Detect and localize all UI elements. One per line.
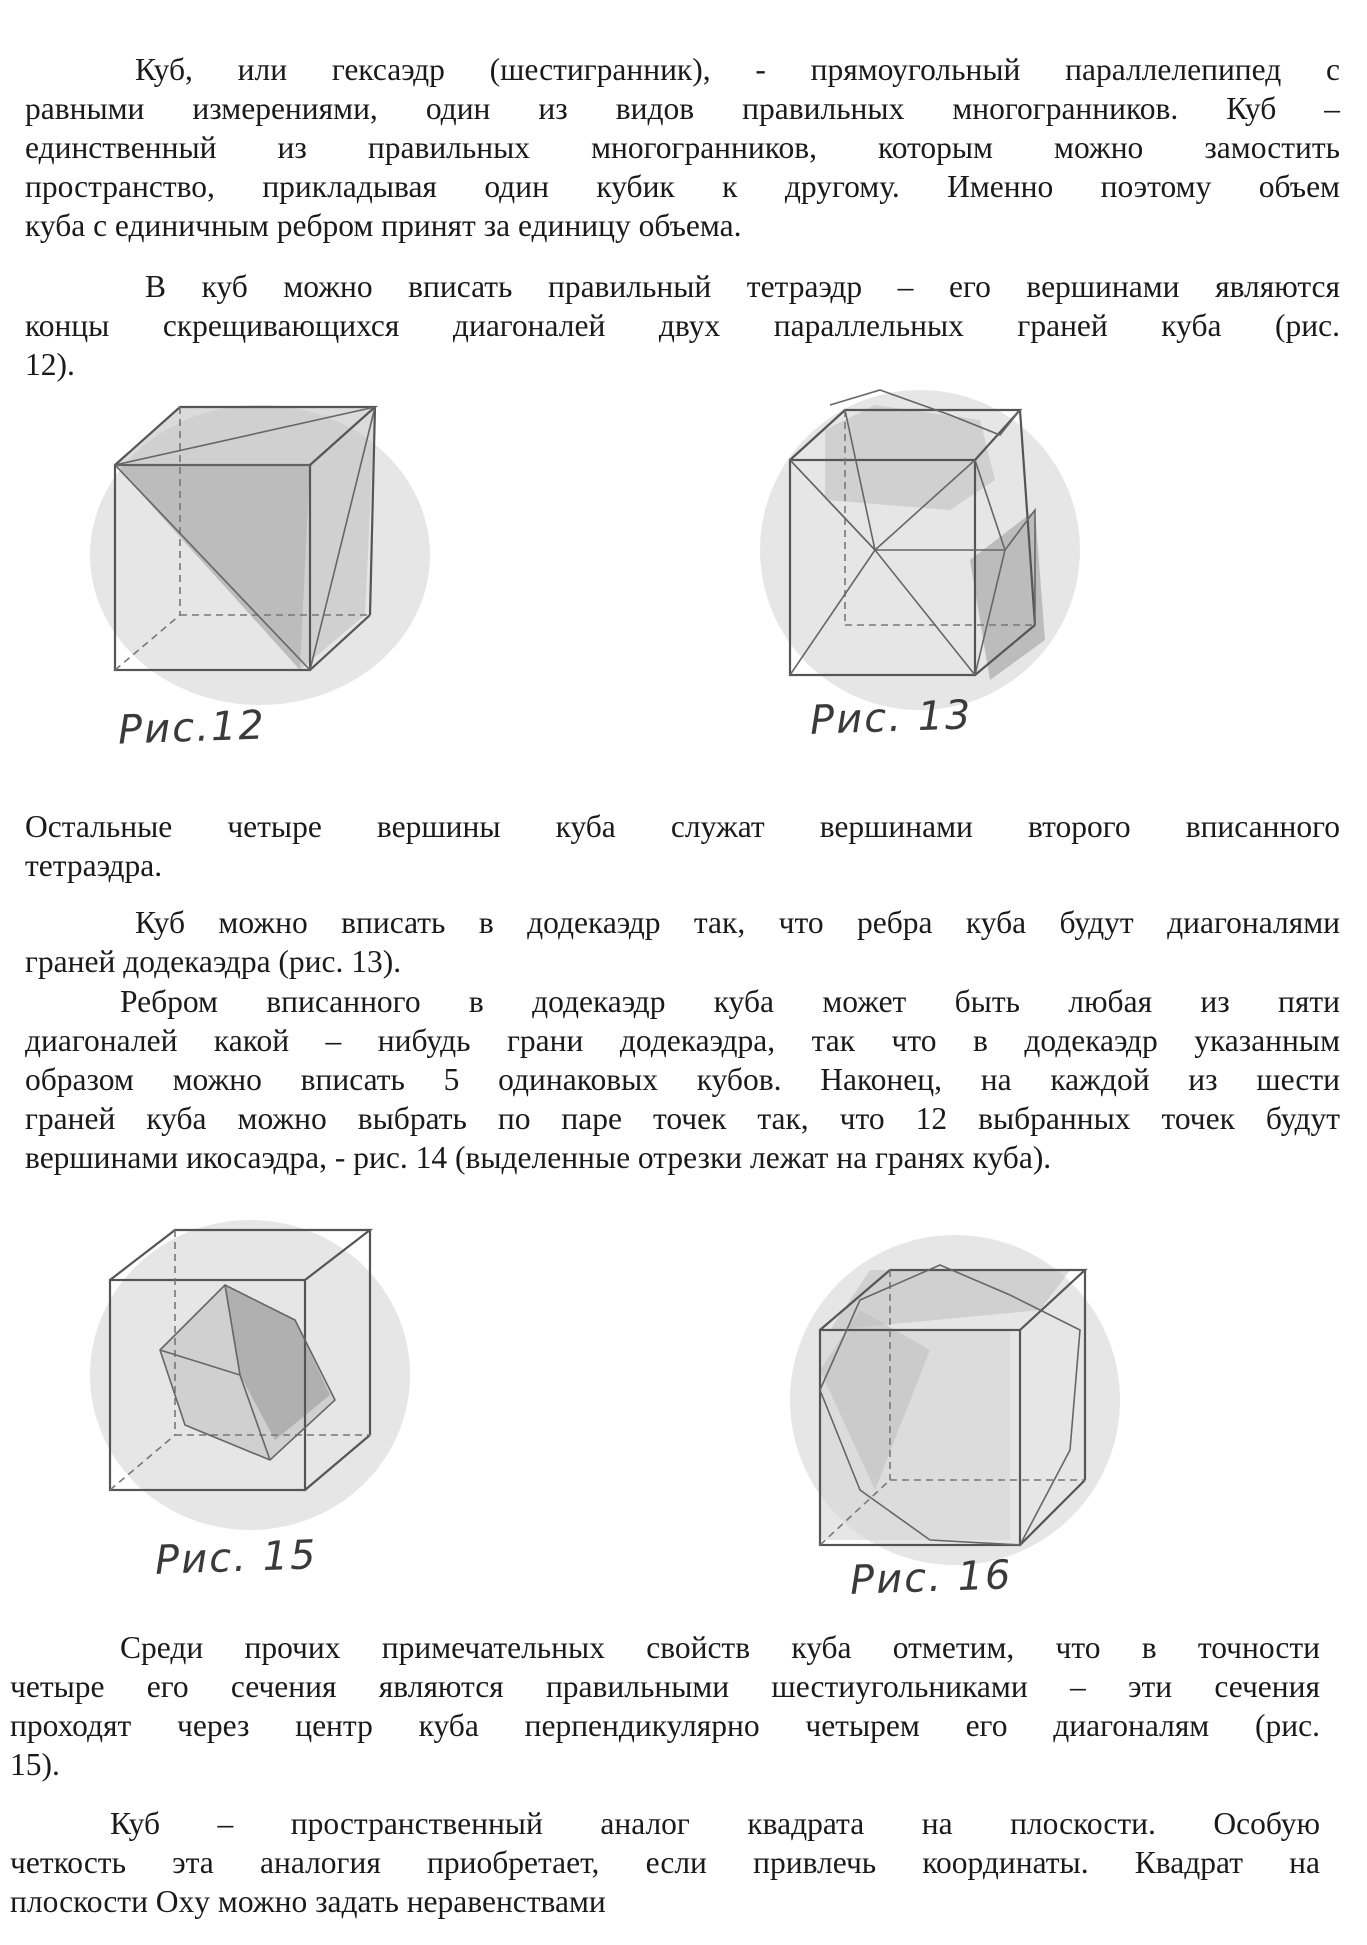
text-line: вершинами икосаэдра, - рис. 14 (выделенные отрезки лежат на гранях куба). xyxy=(25,1140,1052,1175)
text-line: пространство, прикладывая один кубик к другому. Именно поэтому объем xyxy=(25,169,1340,204)
cube-icosahedron-drawing xyxy=(800,1240,1110,1560)
figure-13-caption: Рис. 13 xyxy=(809,692,974,744)
text-line: 15). xyxy=(10,1747,60,1782)
figure-13-drawing xyxy=(770,400,1070,700)
text-line: Остальные четыре вершины куба служат вершинами второго вписанного xyxy=(25,809,1340,844)
text-line: куба с единичным ребром принят за единицу объема. xyxy=(25,208,742,243)
paragraph-tetrahedron xyxy=(25,267,1340,384)
text-line: тетраэдра. xyxy=(25,848,163,883)
cube-tetrahedron-drawing xyxy=(95,395,425,705)
paragraph-five-cubes xyxy=(25,982,1340,1177)
text-line: равными измерениями, один из видов правильных многогранников. Куб – xyxy=(25,91,1340,126)
text-line: концы скрещивающихся диагоналей двух параллельных граней куба (рис. xyxy=(25,308,1340,343)
text-line: 12). xyxy=(25,347,75,382)
text-line: четыре его сечения являются правильными шестиугольниками – эти сечения xyxy=(10,1669,1320,1704)
figure-15-drawing xyxy=(100,1225,400,1525)
text-line: В куб можно вписать правильный тетраэдр – его вершинами являются xyxy=(145,269,1340,304)
figure-16-caption: Рис. 16 xyxy=(849,1552,1014,1604)
text-line: граней куба можно выбрать по паре точек так, что 12 выбранных точек будут xyxy=(25,1101,1340,1136)
paragraph-dodecahedron xyxy=(25,903,1340,981)
figure-12-caption: Рис.12 xyxy=(117,702,267,754)
cube-hexagon-section-drawing xyxy=(100,1225,400,1525)
text-line: Куб можно вписать в додекаэдр так, что ребра куба будут диагоналями xyxy=(135,905,1340,940)
text-line: диагоналей какой – нибудь грани додекаэдра, так что в додекаэдр указанным xyxy=(25,1023,1340,1058)
text-line: образом можно вписать 5 одинаковых кубов. Наконец, на каждой из шести xyxy=(25,1062,1340,1097)
paragraph-cube-definition xyxy=(25,50,1340,245)
figure-15-caption: Рис. 15 xyxy=(154,1532,319,1584)
text-line: четкость эта аналогия приобретает, если привлечь координаты. Квадрат на xyxy=(10,1845,1320,1880)
text-line: граней додекаэдра (рис. 13). xyxy=(25,944,402,979)
text-line: Куб, или гексаэдр (шестигранник), - прямоугольный параллелепипед с xyxy=(135,52,1340,87)
text-line: единственный из правильных многогранников, которым можно замостить xyxy=(25,130,1340,165)
text-line: проходят через центр куба перпендикулярно четырем его диагоналям (рис. xyxy=(10,1708,1320,1743)
text-line: плоскости Oxy можно задать неравенствами xyxy=(10,1884,606,1919)
figure-12-drawing xyxy=(95,395,425,705)
paragraph-hexagonal-sections xyxy=(10,1628,1320,1784)
text-line: Ребром вписанного в додекаэдр куба может быть любая из пяти xyxy=(120,984,1340,1019)
paragraph-square-analogy xyxy=(10,1804,1320,1921)
text-line: Куб – пространственный аналог квадрата на плоскости. Особую xyxy=(110,1806,1320,1841)
dodecahedron-cube-drawing xyxy=(770,400,1070,700)
paragraph-second-tetrahedron xyxy=(25,807,1340,885)
figure-16-drawing xyxy=(800,1240,1110,1560)
text-line: Среди прочих примечательных свойств куба отметим, что в точности xyxy=(120,1630,1320,1665)
